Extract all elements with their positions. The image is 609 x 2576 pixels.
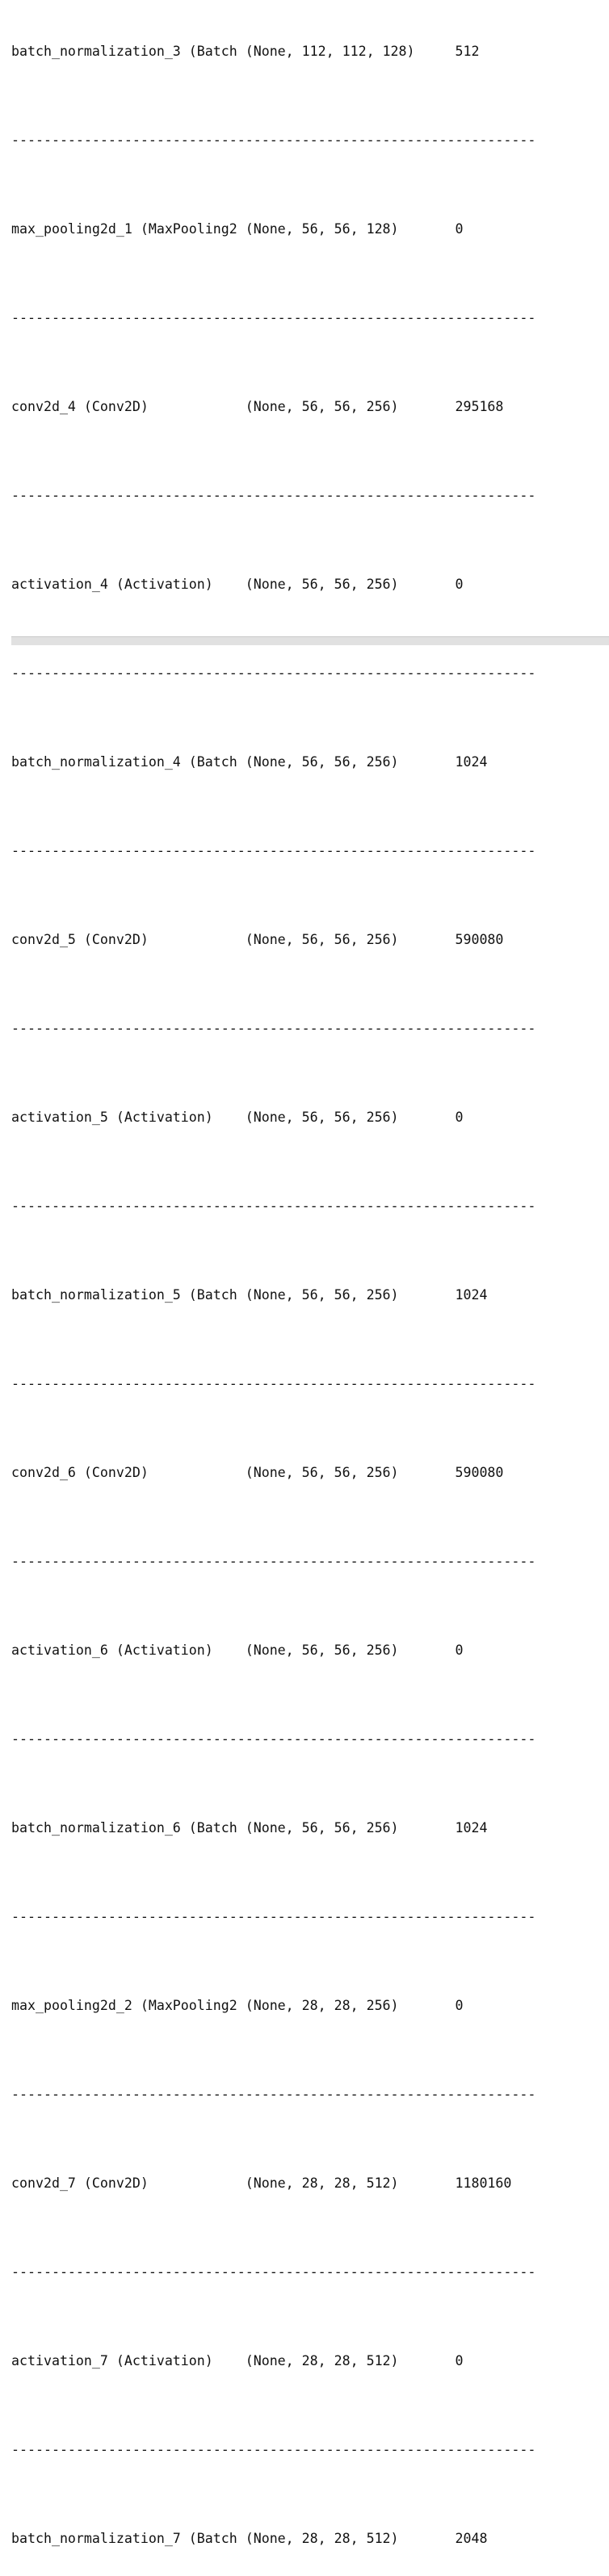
layer-output-shape: (None, 56, 56, 256)	[245, 1110, 456, 1125]
layer-params: 590080	[455, 932, 504, 947]
layer-params: 512	[455, 44, 480, 59]
layer-row	[11, 2172, 609, 2195]
layer-name: batch_normalization_5 (Batch	[11, 1287, 246, 1303]
layer-params: 2048	[455, 2531, 488, 2546]
layer-output-shape: (None, 56, 56, 256)	[245, 1820, 456, 1836]
row-separator: -----------------------------------------------------------------	[11, 132, 536, 148]
layer-row	[11, 1995, 609, 2017]
row-separator: -----------------------------------------------------------------	[11, 1731, 536, 1747]
row-separator: -----------------------------------------------------------------	[11, 2087, 536, 2102]
layer-params: 1024	[455, 754, 488, 770]
horizontal-scrollbar[interactable]	[11, 636, 609, 645]
layer-name: conv2d_6 (Conv2D)	[11, 1465, 246, 1480]
layer-name: activation_4 (Activation)	[11, 577, 246, 592]
layer-output-shape: (None, 56, 56, 256)	[245, 399, 456, 414]
layer-output-shape: (None, 28, 28, 512)	[245, 2531, 456, 2546]
layer-name: batch_normalization_3 (Batch	[11, 44, 246, 59]
row-separator: -----------------------------------------------------------------	[11, 2264, 536, 2280]
layer-name: activation_6 (Activation)	[11, 1643, 246, 1658]
row-separator: -----------------------------------------------------------------	[11, 2442, 536, 2457]
layer-output-shape: (None, 56, 56, 256)	[245, 1465, 456, 1480]
layer-name: batch_normalization_4 (Batch	[11, 754, 246, 770]
layer-params: 0	[455, 1110, 464, 1125]
layer-params: 0	[455, 577, 464, 592]
layer-row	[11, 573, 609, 596]
layer-row	[11, 1106, 609, 1129]
layer-row	[11, 2350, 609, 2373]
layer-name: max_pooling2d_1 (MaxPooling2	[11, 221, 246, 237]
layer-output-shape: (None, 56, 56, 256)	[245, 1287, 456, 1303]
layer-output-shape: (None, 28, 28, 512)	[245, 2353, 456, 2368]
layer-row	[11, 1639, 609, 1662]
row-separator: -----------------------------------------------------------------	[11, 1198, 536, 1214]
row-separator: -----------------------------------------------------------------	[11, 310, 536, 325]
layer-name: activation_7 (Activation)	[11, 2353, 246, 2368]
layer-output-shape: (None, 56, 56, 256)	[245, 754, 456, 770]
layer-row	[11, 396, 609, 418]
layer-row	[11, 929, 609, 951]
layer-row	[11, 2528, 609, 2550]
layer-row	[11, 751, 609, 774]
layer-output-shape: (None, 56, 56, 256)	[245, 932, 456, 947]
row-separator: -----------------------------------------------------------------	[11, 1909, 536, 1924]
layer-params: 295168	[455, 399, 504, 414]
layer-name: max_pooling2d_2 (MaxPooling2	[11, 1998, 246, 2013]
row-separator: -----------------------------------------------------------------	[11, 488, 536, 503]
row-separator: -----------------------------------------------------------------	[11, 843, 536, 858]
layer-row	[11, 1462, 609, 1484]
layer-name: batch_normalization_6 (Batch	[11, 1820, 246, 1836]
row-separator: -----------------------------------------------------------------	[11, 665, 536, 681]
layer-params: 0	[455, 1998, 464, 2013]
layer-name: conv2d_7 (Conv2D)	[11, 2175, 246, 2191]
layer-output-shape: (None, 56, 56, 256)	[245, 577, 456, 592]
layer-name: conv2d_5 (Conv2D)	[11, 932, 246, 947]
layer-row	[11, 1284, 609, 1307]
layer-output-shape: (None, 28, 28, 256)	[245, 1998, 456, 2013]
layer-row	[11, 40, 609, 63]
layer-params: 1180160	[455, 2175, 512, 2191]
layer-name: activation_5 (Activation)	[11, 1110, 246, 1125]
row-separator: -----------------------------------------------------------------	[11, 1021, 536, 1036]
layer-output-shape: (None, 56, 56, 256)	[245, 1643, 456, 1658]
layer-params: 0	[455, 2353, 464, 2368]
layer-params: 0	[455, 221, 464, 237]
row-separator: -----------------------------------------------------------------	[11, 1376, 536, 1391]
row-separator: -----------------------------------------------------------------	[11, 1554, 536, 1569]
layer-output-shape: (None, 112, 112, 128)	[245, 44, 456, 59]
layer-output-shape: (None, 56, 56, 128)	[245, 221, 456, 237]
layer-params: 1024	[455, 1287, 488, 1303]
layer-name: conv2d_4 (Conv2D)	[11, 399, 246, 414]
layer-params: 0	[455, 1643, 464, 1658]
layer-row	[11, 1817, 609, 1840]
layer-params: 1024	[455, 1820, 488, 1836]
layer-output-shape: (None, 28, 28, 512)	[245, 2175, 456, 2191]
layer-name: batch_normalization_7 (Batch	[11, 2531, 246, 2546]
layer-params: 590080	[455, 1465, 504, 1480]
layer-row	[11, 218, 609, 241]
